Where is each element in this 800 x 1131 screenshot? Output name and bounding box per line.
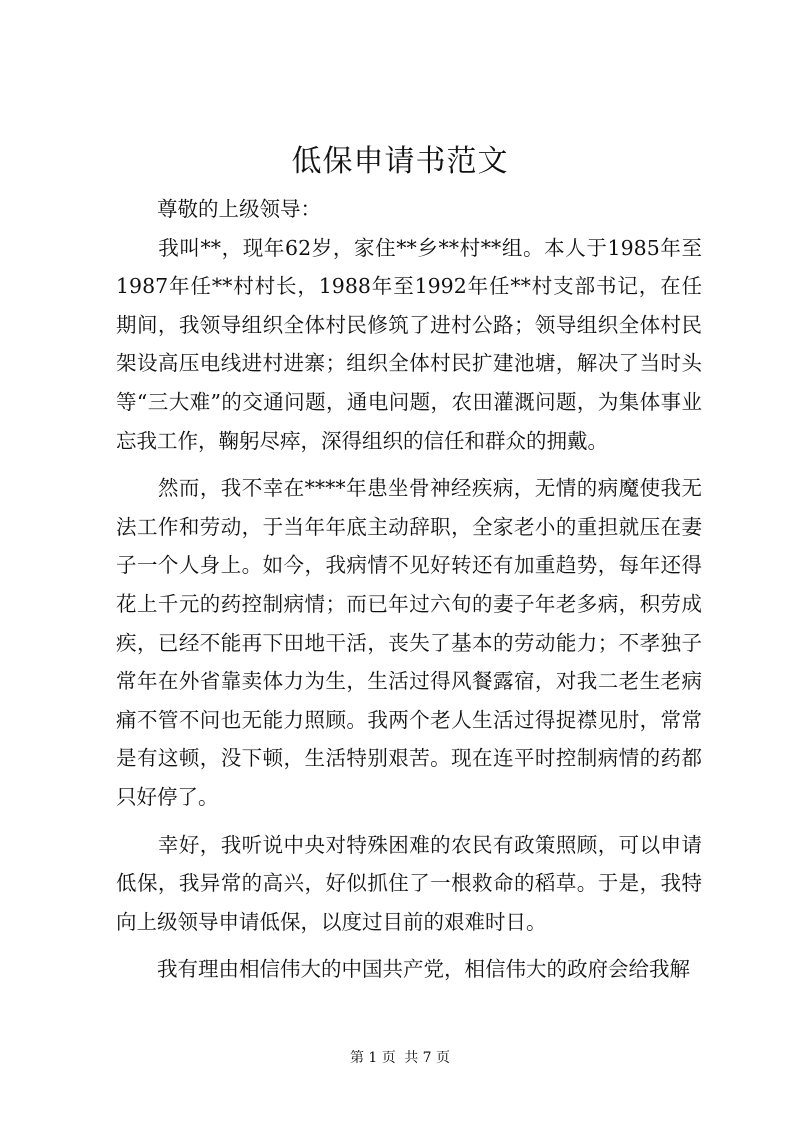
- paragraph-4: 我有理由相信伟大的中国共产党，相信伟大的政府会给我解: [116, 957, 690, 982]
- paragraph-3: 幸好，我听说中央对特殊困难的农民有政策照顾，可以申请低保，我异常的高兴，好似抓住了一根救命的稻草。于是，我特向上级领导申请低保，以度过目前的艰难时日。: [116, 832, 702, 934]
- document-body: [116, 190, 702, 989]
- paragraph-1: 我叫**，现年62岁，家住**乡**村**组。本人于1985年至1987年任**村村长，1988年至1992年任**村支部书记，在任期间，我领导组织全体村民修筑了进村公路；领导组织全体村民架设高压电线进村进寨；组织全体村民扩建池塘，解决了当时头等“三大难”的交通问题，通电问题，农田灌溉问题，为集体事业忘我工作，鞠躬尽瘁，深得组织的信任和群众的拥戴。: [116, 235, 702, 453]
- salutation: 尊敬的上级领导：: [116, 197, 321, 221]
- page-footer: [0, 1048, 800, 1068]
- page-number: 第 1 页: [349, 1050, 396, 1066]
- document-title: 低保申请书范文: [291, 144, 509, 179]
- page-total: 共 7 页: [404, 1050, 451, 1066]
- paragraph-2: 然而，我不幸在****年患坐骨神经疾病，无情的病魔使我无法工作和劳动，于当年年底主动辞职，全家老小的重担就压在妻子一个人身上。如今，我病情不见好转还有加重趋势，每年还得花上千元的药控制病情；而已年过六旬的妻子年老多病，积劳成疾，已经不能再下田地干活，丧失了基本的劳动能力；不孝独子常年在外省靠卖体力为生，生活过得风餐露宿，对我二老生老病痛不管不问也无能力照顾。我两个老人生活过得捉襟见肘，常常是有这顿，没下顿，生活特别艰苦。现在连平时控制病情的药都只好停了。: [116, 476, 702, 809]
